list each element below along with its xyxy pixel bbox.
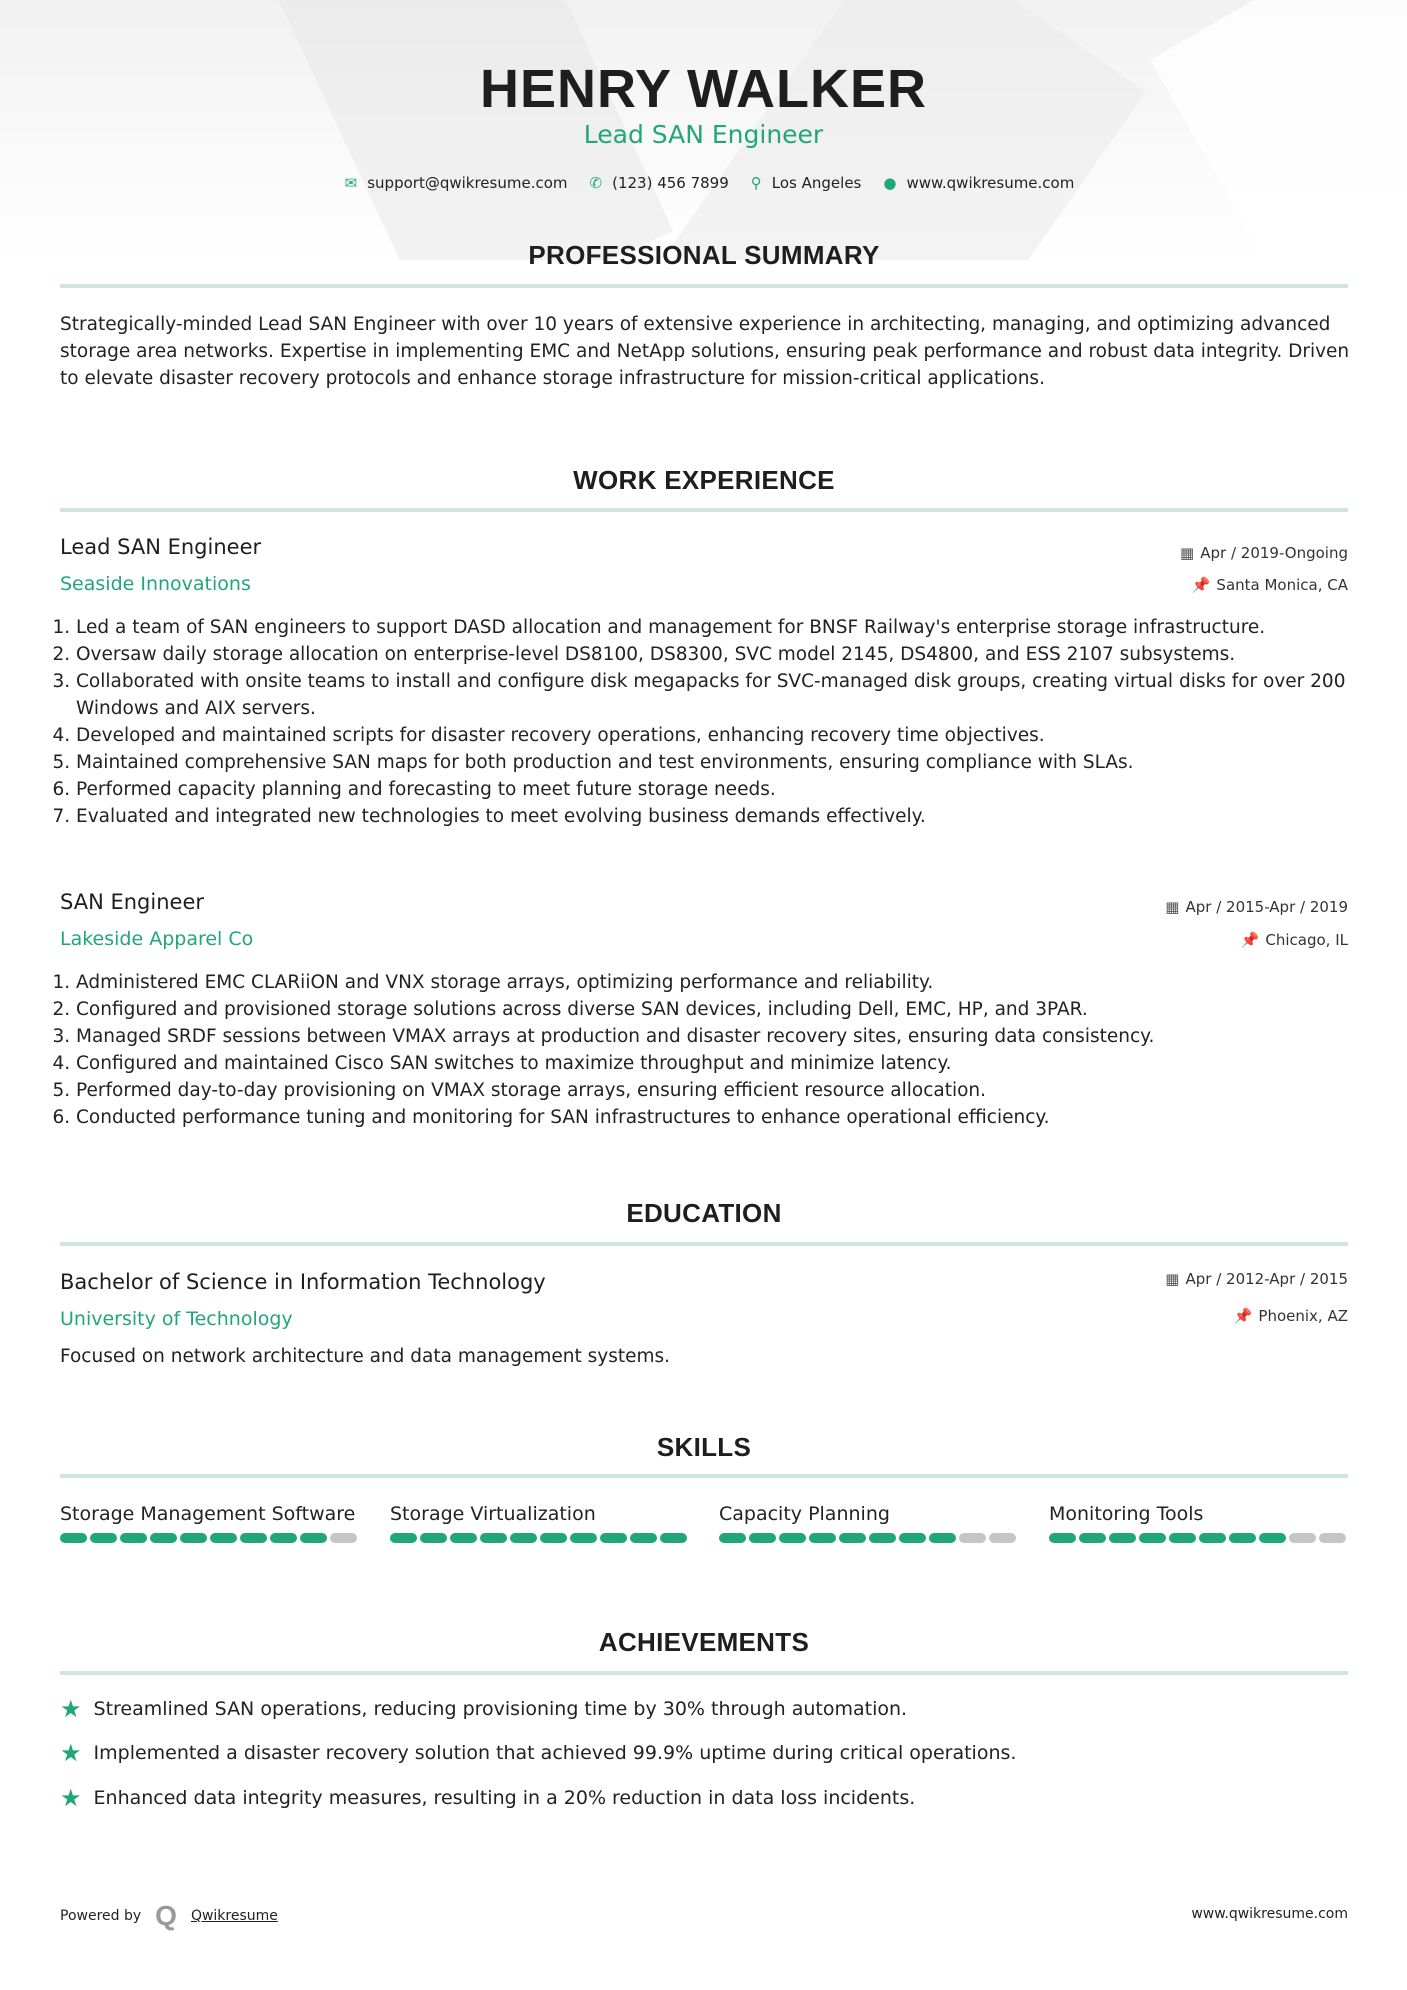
achievement-item <box>60 1697 907 1721</box>
list-item: 5. Performed day-to-day provisioning on VMAX storage arrays, ensuring efficient resource allocation. <box>76 1077 1348 1104</box>
skill-segment-filled <box>300 1533 327 1543</box>
skill-segment-filled <box>1169 1533 1196 1543</box>
skill-name: Storage Virtualization <box>390 1503 596 1525</box>
pin-icon: 📌 <box>1191 576 1211 594</box>
achievement-text: Enhanced data integrity measures, resulting in a 20% reduction in data loss incidents. <box>93 1787 916 1809</box>
candidate-title: Lead SAN Engineer <box>583 120 824 149</box>
job-location <box>1192 576 1348 594</box>
education-dates <box>1165 1270 1348 1288</box>
list-item: 6. Performed capacity planning and forecasting to meet future storage needs. <box>76 776 1348 803</box>
phone-text: (123) 456 7899 <box>612 174 729 192</box>
skill-segment-filled <box>120 1533 147 1543</box>
skill-item <box>60 1501 360 1543</box>
skill-segment-filled <box>240 1533 267 1543</box>
job-dates-text: Apr / 2015-Apr / 2019 <box>1185 898 1348 916</box>
skill-segment-filled <box>390 1533 417 1543</box>
skill-segment-filled <box>510 1533 537 1543</box>
calendar-icon: ▦ <box>1165 1270 1180 1288</box>
skill-segment-filled <box>540 1533 567 1543</box>
skill-item <box>390 1501 690 1543</box>
skill-segment-empty <box>330 1533 357 1543</box>
skill-segment-filled <box>929 1533 956 1543</box>
candidate-name: HENRY WALKER <box>479 59 928 119</box>
pin-icon: 📌 <box>1240 931 1260 949</box>
skill-segment-filled <box>749 1533 776 1543</box>
skill-segment-filled <box>660 1533 687 1543</box>
website-link[interactable]: www.qwikresume.com <box>906 174 1075 192</box>
degree-title: Bachelor of Science in Information Technology <box>60 1270 546 1294</box>
location-text: Los Angeles <box>771 174 862 192</box>
skill-level-bar <box>390 1533 690 1543</box>
company-name: Lakeside Apparel Co <box>60 928 254 950</box>
skill-segment-filled <box>90 1533 117 1543</box>
skill-segment-filled <box>1259 1533 1286 1543</box>
skill-segment-filled <box>1199 1533 1226 1543</box>
list-item: 1. Administered EMC CLARiiON and VNX storage arrays, optimizing performance and reliability. <box>76 969 1348 996</box>
calendar-icon: ▦ <box>1165 898 1180 916</box>
job-location-text: Chicago, IL <box>1265 931 1348 949</box>
skill-name: Capacity Planning <box>719 1503 890 1525</box>
job-bullets <box>58 969 1348 1131</box>
powered-by-label: Powered by <box>60 1908 142 1924</box>
star-icon: ★ <box>60 1784 82 1812</box>
summary-text: Strategically-minded Lead SAN Engineer with over 10 years of extensive experience in architecting, managing, and optimizing advanced storage area networks. Expertise in implementing EMC and NetApp solutions, ensuring peak performance and robust data integrity. Driven to elevate disaster recovery protocols and enhance storage infrastructure for mission-critical applications. <box>60 314 1350 389</box>
job-dates-text: Apr / 2019-Ongoing <box>1200 544 1348 562</box>
skill-item <box>1049 1501 1349 1543</box>
skill-segment-filled <box>450 1533 477 1543</box>
skill-segment-filled <box>779 1533 806 1543</box>
section-heading-education: EDUCATION <box>626 1198 782 1228</box>
job-bullets <box>58 614 1348 830</box>
achievement-text: Implemented a disaster recovery solution that achieved 99.9% uptime during critical operations. <box>93 1742 1017 1764</box>
calendar-icon: ▦ <box>1180 544 1195 562</box>
job-location-text: Santa Monica, CA <box>1216 576 1348 594</box>
globe-icon: ● <box>883 174 897 192</box>
skill-segment-empty <box>1289 1533 1316 1543</box>
achievement-item <box>60 1741 1016 1765</box>
list-item: 4. Developed and maintained scripts for disaster recovery operations, enhancing recovery time objectives. <box>76 722 1348 749</box>
section-divider <box>60 284 1348 288</box>
section-heading-summary: PROFESSIONAL SUMMARY <box>528 240 880 270</box>
skill-segment-filled <box>60 1533 87 1543</box>
skill-segment-filled <box>480 1533 507 1543</box>
section-heading-achievements: ACHIEVEMENTS <box>598 1627 810 1657</box>
section-heading-skills: SKILLS <box>656 1432 752 1462</box>
map-pin-icon: ⚲ <box>750 174 762 192</box>
section-heading-experience: WORK EXPERIENCE <box>573 465 835 495</box>
skill-segment-filled <box>150 1533 177 1543</box>
job-dates <box>1165 898 1348 916</box>
star-icon: ★ <box>60 1739 82 1767</box>
skill-segment-filled <box>1109 1533 1136 1543</box>
section-divider <box>60 1474 1348 1478</box>
skill-segment-filled <box>600 1533 627 1543</box>
skill-segment-filled <box>420 1533 447 1543</box>
section-divider <box>60 1242 1348 1246</box>
skill-segment-empty <box>959 1533 986 1543</box>
contact-bar <box>0 174 1407 192</box>
envelope-icon: ✉ <box>344 174 358 192</box>
job-location <box>1241 931 1348 949</box>
skill-segment-empty <box>989 1533 1016 1543</box>
list-item: 5. Maintained comprehensive SAN maps for both production and test environments, ensuring compliance with SLAs. <box>76 749 1348 776</box>
achievement-text: Streamlined SAN operations, reducing provisioning time by 30% through automation. <box>93 1698 908 1720</box>
school-name: University of Technology <box>60 1308 293 1330</box>
education-description: Focused on network architecture and data management systems. <box>60 1346 671 1367</box>
star-icon: ★ <box>60 1695 82 1723</box>
achievement-item <box>60 1786 915 1810</box>
skill-level-bar <box>1049 1533 1349 1543</box>
skill-segment-filled <box>1139 1533 1166 1543</box>
list-item: 4. Configured and maintained Cisco SAN switches to maximize throughput and minimize latency. <box>76 1050 1348 1077</box>
skill-segment-filled <box>809 1533 836 1543</box>
skill-segment-filled <box>210 1533 237 1543</box>
education-location <box>1234 1307 1348 1325</box>
education-location-text: Phoenix, AZ <box>1258 1307 1348 1325</box>
skill-segment-filled <box>570 1533 597 1543</box>
skill-segment-filled <box>1079 1533 1106 1543</box>
education-dates-text: Apr / 2012-Apr / 2015 <box>1185 1270 1348 1288</box>
list-item: 3. Managed SRDF sessions between VMAX arrays at production and disaster recovery sites, ensuring data consistency. <box>76 1023 1348 1050</box>
email-link[interactable]: support@qwikresume.com <box>367 174 568 192</box>
qwikresume-link[interactable]: Qwikresume <box>190 1908 278 1924</box>
section-divider <box>60 508 1348 512</box>
section-divider <box>60 1671 1348 1675</box>
skill-level-bar <box>60 1533 360 1543</box>
company-name: Seaside Innovations <box>60 573 251 595</box>
list-item: 3. Collaborated with onsite teams to install and configure disk megapacks for SVC-managed disk groups, creating virtual disks for over 200 Windows and AIX servers. <box>76 668 1348 722</box>
skill-segment-filled <box>899 1533 926 1543</box>
skill-name: Monitoring Tools <box>1049 1503 1204 1525</box>
list-item: 2. Oversaw daily storage allocation on enterprise-level DS8100, DS8300, SVC model 2145, DS4800, and ESS 2107 subsystems. <box>76 641 1348 668</box>
job-title: SAN Engineer <box>60 890 204 914</box>
pin-icon: 📌 <box>1233 1307 1253 1325</box>
skill-segment-filled <box>1229 1533 1256 1543</box>
skill-segment-filled <box>630 1533 657 1543</box>
skill-segment-filled <box>839 1533 866 1543</box>
skill-segment-filled <box>180 1533 207 1543</box>
skill-segment-empty <box>1319 1533 1346 1543</box>
footer-powered <box>60 1900 278 1932</box>
footer-website[interactable]: www.qwikresume.com <box>1191 1906 1348 1922</box>
job-dates <box>1180 544 1348 562</box>
skill-segment-filled <box>270 1533 297 1543</box>
job-title: Lead SAN Engineer <box>60 535 262 559</box>
skill-segment-filled <box>1049 1533 1076 1543</box>
list-item: 1. Led a team of SAN engineers to support DASD allocation and management for BNSF Railway's enterprise storage infrastructure. <box>76 614 1348 641</box>
qwikresume-logo-icon: Q <box>155 1900 177 1931</box>
skill-item <box>719 1501 1019 1543</box>
phone-icon: ✆ <box>589 174 603 192</box>
skill-name: Storage Management Software <box>60 1503 356 1525</box>
skill-level-bar <box>719 1533 1019 1543</box>
skill-segment-filled <box>719 1533 746 1543</box>
skill-segment-filled <box>869 1533 896 1543</box>
list-item: 7. Evaluated and integrated new technologies to meet evolving business demands effectively. <box>76 803 1348 830</box>
list-item: 6. Conducted performance tuning and monitoring for SAN infrastructures to enhance operational efficiency. <box>76 1104 1348 1131</box>
list-item: 2. Configured and provisioned storage solutions across diverse SAN devices, including Dell, EMC, HP, and 3PAR. <box>76 996 1348 1023</box>
